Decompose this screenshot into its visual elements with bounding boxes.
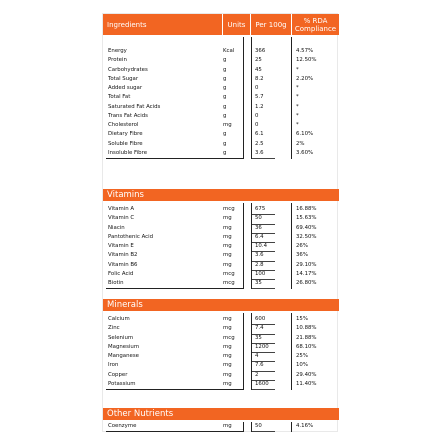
nutrient-name: Insoluble Fibre bbox=[108, 149, 148, 156]
nutrient-value: 4 bbox=[255, 353, 259, 359]
table-row bbox=[103, 316, 339, 325]
table-row bbox=[103, 243, 339, 252]
nutrient-value: 35 bbox=[255, 334, 262, 341]
nutrient-value: 366 bbox=[255, 48, 266, 54]
nutrient-value: 675 bbox=[255, 206, 266, 212]
nutrient-name: Total Sugar bbox=[108, 75, 139, 82]
nutrient-value: 2.5 bbox=[255, 140, 264, 147]
nutrient-unit: g bbox=[223, 94, 227, 101]
table-row bbox=[103, 353, 339, 362]
nutrient-value: 2 bbox=[255, 371, 259, 378]
nutrient-name: Pantothenic Acid bbox=[108, 233, 154, 240]
nutrient-rda: * bbox=[296, 94, 299, 101]
table-row bbox=[103, 94, 339, 103]
table-row bbox=[103, 122, 339, 131]
nutrient-value: 100 bbox=[255, 270, 266, 277]
table-row bbox=[103, 141, 339, 150]
section-other-nutrients bbox=[103, 408, 339, 434]
nutrient-rda: 4.57% bbox=[296, 48, 314, 54]
table-header bbox=[103, 14, 339, 35]
nutrient-name: Calcium bbox=[108, 316, 130, 322]
nutrient-rda: 36% bbox=[296, 252, 308, 259]
section-macros bbox=[103, 35, 339, 161]
nutrient-name: Vitamin B6 bbox=[108, 261, 138, 268]
nutrient-unit: g bbox=[223, 85, 227, 91]
nutrient-unit: mg bbox=[223, 122, 232, 128]
nutrient-unit: Kcal bbox=[223, 48, 235, 54]
nutrient-rda: 26% bbox=[296, 243, 308, 249]
section-bottom-rule bbox=[106, 158, 243, 159]
header-ingredients-label: Ingredients bbox=[107, 20, 147, 29]
header-per100g-label: Per 100g bbox=[255, 20, 287, 29]
nutrient-rda: 68.10% bbox=[296, 343, 317, 350]
section-minerals bbox=[103, 299, 339, 392]
nutrient-rda: 32.50% bbox=[296, 233, 317, 240]
nutrient-unit: mg bbox=[223, 316, 232, 322]
nutrient-rda: 21.88% bbox=[296, 334, 317, 341]
row-rule bbox=[251, 389, 275, 390]
nutrient-unit: mg bbox=[223, 380, 232, 387]
nutrient-name: Trans Fat Acids bbox=[108, 112, 148, 119]
table-row bbox=[103, 344, 339, 353]
nutrient-name: Soluble Fibre bbox=[108, 140, 143, 147]
nutrient-name: Selenium bbox=[108, 334, 134, 341]
section-bottom-rule bbox=[106, 389, 243, 390]
nutrient-value: 36 bbox=[255, 224, 262, 231]
section-vitamins bbox=[103, 189, 339, 291]
nutrient-name: Vitamin A bbox=[108, 206, 135, 212]
nutrient-name: Vitamin E bbox=[108, 243, 134, 249]
nutrient-name: Manganese bbox=[108, 353, 139, 359]
nutrient-name: Total Fat bbox=[108, 94, 131, 101]
nutrient-unit: mg bbox=[223, 261, 232, 268]
nutrient-unit: g bbox=[223, 149, 227, 156]
table-row bbox=[103, 362, 339, 371]
section-title: Other Nutrients bbox=[107, 409, 174, 419]
header-units-label: Units bbox=[227, 20, 246, 29]
nutrient-unit: mg bbox=[223, 243, 232, 249]
nutrient-rda: 14.17% bbox=[296, 270, 317, 277]
nutrient-name: Saturated Fat Acids bbox=[108, 103, 161, 110]
nutrient-unit: mg bbox=[223, 371, 232, 378]
nutrient-unit: mg bbox=[223, 224, 232, 231]
nutrient-name: Folic Acid bbox=[108, 270, 134, 277]
nutrient-rda: 69.40% bbox=[296, 224, 317, 231]
table-row bbox=[103, 206, 339, 215]
nutrient-rda: 15% bbox=[296, 316, 308, 322]
nutrient-name: Cholesterol bbox=[108, 122, 139, 128]
nutrient-unit: mg bbox=[223, 343, 232, 350]
table-row bbox=[103, 335, 339, 344]
nutrient-name: Energy bbox=[108, 48, 127, 54]
table-row bbox=[103, 131, 339, 140]
nutrient-name: Copper bbox=[108, 371, 128, 378]
nutrient-unit: mg bbox=[223, 233, 232, 240]
nutrient-value: 3.6 bbox=[255, 252, 264, 259]
nutrient-unit: mcg bbox=[223, 280, 235, 286]
nutrient-rda: 6.10% bbox=[296, 131, 314, 138]
nutrient-unit: mg bbox=[223, 325, 232, 332]
header-rda-label: % RDA Compliance bbox=[294, 16, 337, 33]
header-per100g bbox=[250, 14, 291, 35]
row-rule bbox=[251, 431, 275, 432]
nutrient-value: 35 bbox=[255, 280, 262, 286]
section-title: Vitamins bbox=[107, 190, 144, 200]
nutrient-rda: 2% bbox=[296, 140, 305, 147]
table-row bbox=[103, 85, 339, 94]
nutrient-rda: 26.80% bbox=[296, 280, 317, 286]
nutrient-name: Biotin bbox=[108, 280, 124, 286]
section-header bbox=[103, 299, 339, 311]
nutrient-rda: 29.40% bbox=[296, 371, 317, 378]
nutrient-value: 7.6 bbox=[255, 362, 264, 369]
table-row bbox=[103, 57, 339, 66]
nutrient-value: 1600 bbox=[255, 380, 269, 387]
nutrient-rda: 25% bbox=[296, 353, 308, 359]
nutrient-rda: * bbox=[296, 66, 299, 73]
nutrient-name: Niacin bbox=[108, 224, 125, 231]
nutrient-value: 50 bbox=[255, 423, 262, 429]
nutrient-rda: 10% bbox=[296, 362, 308, 369]
section-header bbox=[103, 408, 339, 420]
nutrient-name: Vitamin C bbox=[108, 215, 135, 222]
section-header bbox=[103, 189, 339, 201]
section-bottom-rule bbox=[106, 431, 243, 432]
nutrient-value: 0 bbox=[255, 122, 259, 128]
nutrient-rda: 3.60% bbox=[296, 149, 314, 156]
header-rda bbox=[291, 14, 339, 35]
nutrient-rda: 4.16% bbox=[296, 423, 314, 429]
nutrient-unit: g bbox=[223, 103, 227, 110]
nutrient-rda: * bbox=[296, 103, 299, 110]
nutrient-value: 8.2 bbox=[255, 75, 264, 82]
nutrient-unit: g bbox=[223, 75, 227, 82]
nutrient-name: Iron bbox=[108, 362, 119, 369]
nutrient-value: 10.4 bbox=[255, 243, 268, 249]
nutrient-value: 25 bbox=[255, 57, 262, 64]
nutrient-rda: 15.63% bbox=[296, 215, 317, 222]
nutrition-table bbox=[102, 13, 338, 432]
nutrient-value: 2.8 bbox=[255, 261, 264, 268]
table-row bbox=[103, 234, 339, 243]
row-rule bbox=[251, 158, 275, 159]
nutrient-unit: mg bbox=[223, 215, 232, 222]
nutrient-name: Dietary Fibre bbox=[108, 131, 143, 138]
table-row bbox=[103, 262, 339, 271]
table-row bbox=[103, 215, 339, 224]
header-ingredients bbox=[103, 14, 222, 35]
nutrient-unit: mcg bbox=[223, 270, 235, 277]
nutrient-unit: mg bbox=[223, 362, 232, 369]
nutrient-rda: * bbox=[296, 122, 299, 128]
table-row bbox=[103, 372, 339, 381]
nutrient-rda: 29.10% bbox=[296, 261, 317, 268]
nutrient-value: 6.1 bbox=[255, 131, 264, 138]
header-units bbox=[222, 14, 250, 35]
section-bottom-rule bbox=[106, 288, 243, 289]
nutrient-value: 50 bbox=[255, 215, 262, 222]
nutrient-value: 0 bbox=[255, 112, 259, 119]
nutrient-rda: * bbox=[296, 85, 299, 91]
nutrient-unit: mcg bbox=[223, 334, 235, 341]
nutrient-rda: 11.40% bbox=[296, 380, 317, 387]
nutrient-rda: 2.20% bbox=[296, 75, 314, 82]
table-row bbox=[103, 225, 339, 234]
nutrient-unit: g bbox=[223, 112, 227, 119]
nutrient-unit: mg bbox=[223, 353, 232, 359]
nutrient-name: Vitamin B2 bbox=[108, 252, 138, 259]
table-row bbox=[103, 271, 339, 280]
table-row bbox=[103, 252, 339, 261]
table-row bbox=[103, 76, 339, 85]
nutrient-name: Carbohydrates bbox=[108, 66, 148, 73]
row-rule bbox=[251, 288, 275, 289]
nutrient-name: Added sugar bbox=[108, 85, 143, 91]
nutrient-unit: g bbox=[223, 131, 227, 138]
nutrient-value: 7.4 bbox=[255, 325, 264, 332]
table-row bbox=[103, 104, 339, 113]
nutrient-value: 6.4 bbox=[255, 233, 264, 240]
nutrient-name: Protein bbox=[108, 57, 127, 64]
nutrient-unit: g bbox=[223, 140, 227, 147]
nutrient-unit: mg bbox=[223, 252, 232, 259]
nutrient-unit: g bbox=[223, 66, 227, 73]
nutrient-unit: g bbox=[223, 57, 227, 64]
nutrient-rda: 12.50% bbox=[296, 57, 317, 64]
nutrient-value: 3.6 bbox=[255, 149, 264, 156]
section-title: Minerals bbox=[107, 300, 143, 310]
nutrient-unit: mcg bbox=[223, 206, 235, 212]
table-row bbox=[103, 67, 339, 76]
nutrient-name: Potassium bbox=[108, 380, 136, 387]
nutrient-rda: 16.88% bbox=[296, 206, 317, 212]
nutrient-value: 1.2 bbox=[255, 103, 264, 110]
nutrient-name: Magnesium bbox=[108, 343, 140, 350]
nutrient-unit: mg bbox=[223, 423, 232, 429]
table-row bbox=[103, 113, 339, 122]
nutrient-rda: * bbox=[296, 112, 299, 119]
nutrient-name: Coenzyme bbox=[108, 423, 137, 429]
nutrient-rda: 10.88% bbox=[296, 325, 317, 332]
nutrient-name: Zinc bbox=[108, 325, 120, 332]
nutrient-value: 45 bbox=[255, 66, 262, 73]
table-row bbox=[103, 325, 339, 334]
nutrient-value: 1200 bbox=[255, 343, 269, 350]
nutrient-value: 600 bbox=[255, 316, 266, 322]
table-row bbox=[103, 48, 339, 57]
nutrient-value: 0 bbox=[255, 85, 259, 91]
nutrient-value: 5.7 bbox=[255, 94, 264, 101]
